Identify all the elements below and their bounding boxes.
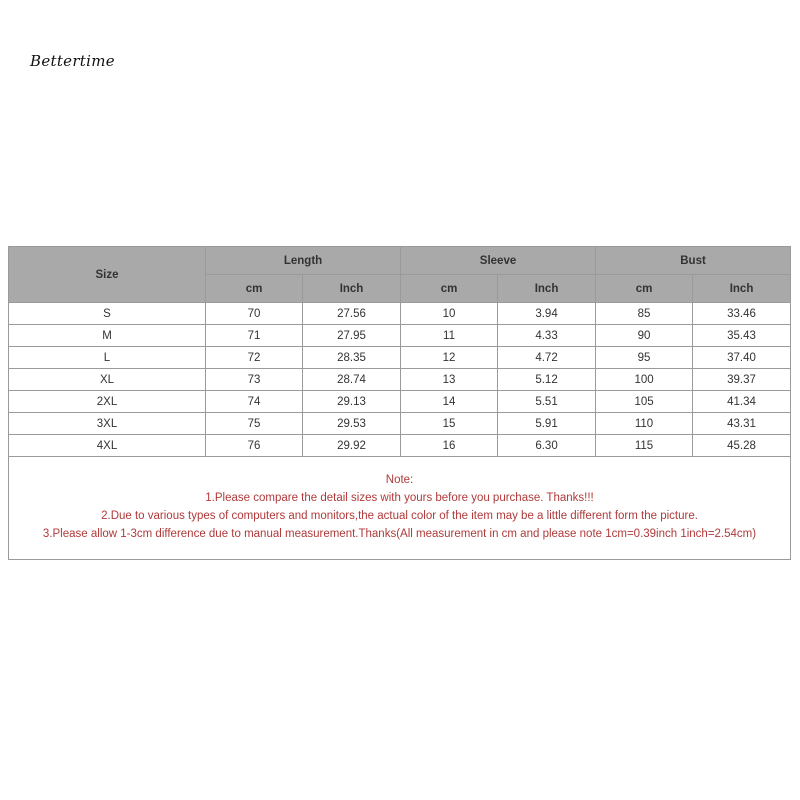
table-row <box>9 413 791 435</box>
measurement-cell: 27.95 <box>303 325 401 347</box>
measurement-cell: 4.33 <box>498 325 596 347</box>
measurement-cell: 100 <box>596 369 693 391</box>
measurement-cell: 5.91 <box>498 413 596 435</box>
note-line-3: 3.Please allow 1-3cm difference due to manual measurement.Thanks(All measurement in cm and please note 1cm=0.39inch 1inch=2.54cm) <box>42 528 757 540</box>
table-row <box>9 303 791 325</box>
table-row <box>9 435 791 457</box>
measurement-cell: 15 <box>401 413 498 435</box>
measurement-cell: 28.74 <box>303 369 401 391</box>
brand-watermark: Bettertime <box>30 52 115 70</box>
sleeve-group-header: Sleeve <box>401 247 596 275</box>
table-row <box>9 347 791 369</box>
measurement-cell: 73 <box>206 369 303 391</box>
measurement-cell: 90 <box>596 325 693 347</box>
measurement-cell: 37.40 <box>693 347 791 369</box>
measurement-cell: 5.12 <box>498 369 596 391</box>
measurement-cell: 35.43 <box>693 325 791 347</box>
measurement-cell: 115 <box>596 435 693 457</box>
measurement-cell: 76 <box>206 435 303 457</box>
measurement-cell: 29.13 <box>303 391 401 413</box>
note-title: Note: <box>385 474 414 486</box>
measurement-cell: 43.31 <box>693 413 791 435</box>
measurement-cell: 71 <box>206 325 303 347</box>
measurement-cell: 16 <box>401 435 498 457</box>
size-cell: 3XL <box>9 413 206 435</box>
measurement-cell: 28.35 <box>303 347 401 369</box>
measurement-cell: 95 <box>596 347 693 369</box>
length-cm-header: cm <box>206 275 303 303</box>
size-chart <box>8 246 790 560</box>
sleeve-inch-header: Inch <box>498 275 596 303</box>
measurement-cell: 45.28 <box>693 435 791 457</box>
measurement-cell: 75 <box>206 413 303 435</box>
measurement-cell: 27.56 <box>303 303 401 325</box>
size-cell: S <box>9 303 206 325</box>
size-cell: 4XL <box>9 435 206 457</box>
measurement-cell: 105 <box>596 391 693 413</box>
measurement-cell: 11 <box>401 325 498 347</box>
measurement-cell: 39.37 <box>693 369 791 391</box>
measurement-cell: 74 <box>206 391 303 413</box>
measurement-cell: 33.46 <box>693 303 791 325</box>
measurement-cell: 12 <box>401 347 498 369</box>
measurement-cell: 5.51 <box>498 391 596 413</box>
sleeve-cm-header: cm <box>401 275 498 303</box>
bust-inch-header: Inch <box>693 275 791 303</box>
note-line-1: 1.Please compare the detail sizes with yours before you purchase. Thanks!!! <box>205 492 594 504</box>
size-table-body <box>9 303 791 457</box>
measurement-cell: 41.34 <box>693 391 791 413</box>
measurement-cell: 29.92 <box>303 435 401 457</box>
size-cell: XL <box>9 369 206 391</box>
table-row <box>9 391 791 413</box>
size-cell: L <box>9 347 206 369</box>
size-table <box>8 246 791 560</box>
measurement-cell: 72 <box>206 347 303 369</box>
measurement-cell: 85 <box>596 303 693 325</box>
size-column-header: Size <box>9 247 206 303</box>
bust-cm-header: cm <box>596 275 693 303</box>
measurement-cell: 29.53 <box>303 413 401 435</box>
measurement-cell: 70 <box>206 303 303 325</box>
measurement-cell: 110 <box>596 413 693 435</box>
measurement-cell: 3.94 <box>498 303 596 325</box>
length-group-header: Length <box>206 247 401 275</box>
table-row <box>9 369 791 391</box>
measurement-cell: 4.72 <box>498 347 596 369</box>
measurement-cell: 13 <box>401 369 498 391</box>
table-row <box>9 325 791 347</box>
size-cell: 2XL <box>9 391 206 413</box>
measurement-cell: 14 <box>401 391 498 413</box>
measurement-cell: 10 <box>401 303 498 325</box>
note-line-2: 2.Due to various types of computers and monitors,the actual color of the item may be a little different form the picture. <box>101 510 698 522</box>
size-cell: M <box>9 325 206 347</box>
bust-group-header: Bust <box>596 247 791 275</box>
length-inch-header: Inch <box>303 275 401 303</box>
notes-box <box>9 457 791 560</box>
measurement-cell: 6.30 <box>498 435 596 457</box>
